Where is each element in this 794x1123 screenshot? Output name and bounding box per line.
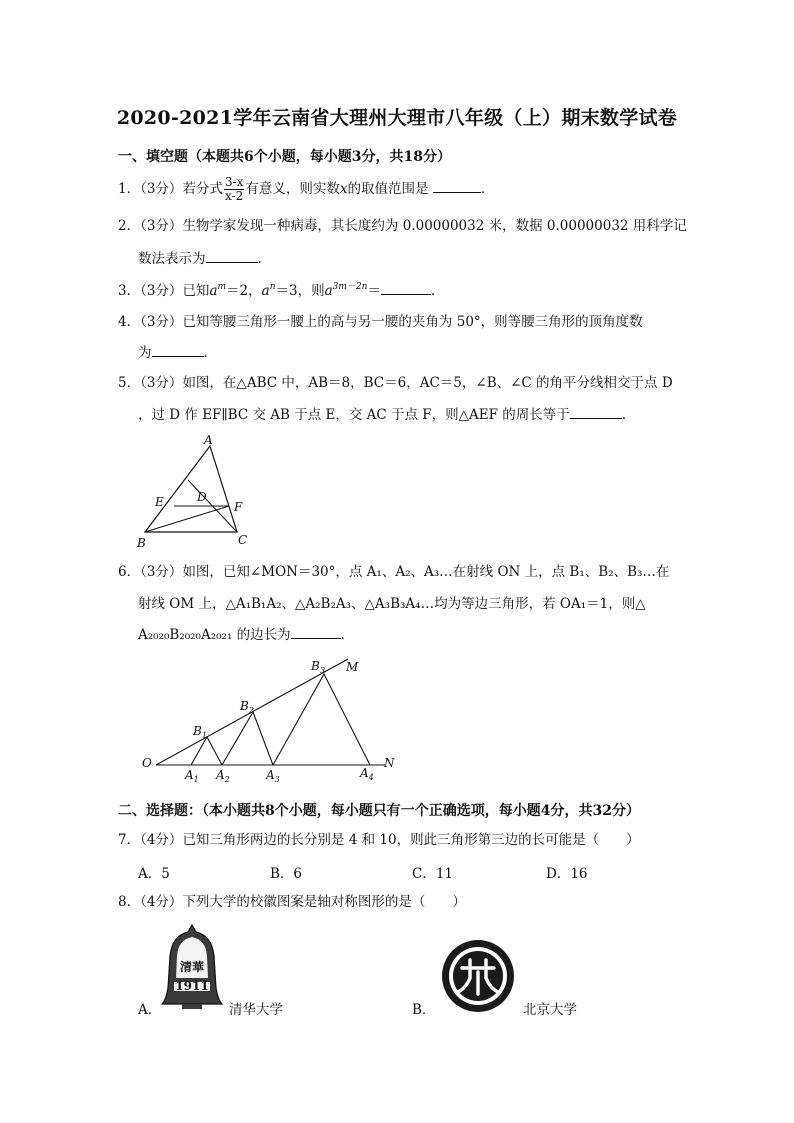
question-2-line-2 <box>138 248 271 269</box>
question-text: 若分式 <box>182 181 223 197</box>
emblem-year: 1911 <box>175 979 209 993</box>
question-6-line-3 <box>138 624 354 645</box>
emblem-calligraphy: 清華 <box>179 960 205 974</box>
label-m: M <box>346 660 359 674</box>
question-number: 4． <box>118 314 141 330</box>
question-number: 5． <box>118 375 141 391</box>
question-number: 7． <box>118 832 141 848</box>
question-score: （3分） <box>140 283 183 299</box>
question-score: （3分） <box>140 564 183 580</box>
question-5-line-2 <box>138 404 635 425</box>
pku-emblem <box>440 938 516 1014</box>
label-n: N <box>384 756 395 770</box>
question-number: 2． <box>118 218 141 234</box>
triangle-a1b1a2 <box>191 737 222 765</box>
fraction-numerator: 3-x <box>224 175 244 189</box>
question-score: （3分） <box>140 375 183 391</box>
question-text: 下列大学的校徽图案是轴对称图形的是（ ） <box>182 894 466 910</box>
question-8 <box>118 892 466 912</box>
section-2-heading: 二、选择题：（本小题共8个小题，每小题只有一个正确选项，每小题4分，共32分） <box>118 803 640 819</box>
variable: a <box>324 283 333 299</box>
question-text: ． <box>340 627 355 643</box>
label-b: B <box>137 536 146 550</box>
fraction <box>224 176 244 203</box>
question-6-line-2 <box>138 594 646 614</box>
answer-blank <box>152 342 204 357</box>
label-a3: $A_3$ <box>266 768 280 784</box>
question-number: 1． <box>118 181 141 197</box>
triangle-abc <box>145 446 237 532</box>
option-b: B．6 <box>270 866 303 882</box>
label-a: A <box>204 433 213 447</box>
question-score: （3分） <box>140 181 183 197</box>
label-d: D <box>197 490 207 504</box>
triangle-a3b3a4 <box>273 674 370 765</box>
answer-blank <box>433 178 481 193</box>
question-6 <box>118 562 669 582</box>
question-text: ． <box>430 283 445 299</box>
option-c: C．11 <box>412 866 454 882</box>
question-2 <box>118 216 687 236</box>
label-a2: $A_2$ <box>216 768 230 784</box>
label-a4: $A_4$ <box>360 766 374 782</box>
answer-blank <box>291 624 341 639</box>
variable: a <box>209 283 218 299</box>
fraction-denominator: x-2 <box>225 189 244 203</box>
question-text: 如图，在△ABC 中，AB＝8，BC＝6，AC＝5，∠B、∠C 的角平分线相交于点 D <box>182 375 673 391</box>
question-text: 已知三角形两边的长分别是 4 和 10，则此三角形第三边的长可能是（ ） <box>182 832 640 848</box>
question-text: 有意义，则实数 <box>245 181 340 197</box>
equilateral-figure-q6 <box>138 655 408 785</box>
exponent: 3m－2n <box>332 282 368 292</box>
option-b-name: 北京大学 <box>523 1002 577 1018</box>
question-score: （3分） <box>140 218 183 234</box>
answer-blank <box>570 404 622 419</box>
label-f: F <box>234 500 243 514</box>
question-text: ． <box>257 251 271 267</box>
question-text: ． <box>621 407 636 423</box>
question-text: 已知等腰三角形一腰上的高与另一腰的夹角为 50°，则等腰三角形的顶角度数 <box>182 314 643 330</box>
answer-blank <box>381 280 431 295</box>
question-text: A₂₀₂₀B₂₀₂₀A₂₀₂₁ 的边长为 <box>138 627 291 643</box>
option-a-label: A． <box>138 1002 162 1018</box>
question-text: ＝2， <box>226 283 262 299</box>
question-4-line-2 <box>138 342 217 363</box>
label-e: E <box>155 495 164 509</box>
option-a: A．5 <box>138 866 170 882</box>
exponent: m <box>217 282 227 292</box>
variable: a <box>261 283 270 299</box>
label-b3: $B_3$ <box>311 659 325 675</box>
variable: x <box>339 181 348 197</box>
page-title: 2020-2021学年云南省大理州大理市八年级（上）期末数学试卷 <box>116 107 678 129</box>
triangle-a2b2a3 <box>222 712 273 765</box>
option-d: D．16 <box>546 866 588 882</box>
question-number: 6． <box>118 564 141 580</box>
label-a1: $A_1$ <box>185 768 199 784</box>
question-1 <box>118 176 494 203</box>
question-score: （4分） <box>140 894 183 910</box>
answer-blank <box>206 248 258 263</box>
bell-base <box>182 1004 202 1009</box>
option-a-name: 清华大学 <box>229 1002 283 1018</box>
question-text: 的取值范围是 <box>347 181 429 197</box>
label-b1: $B_1$ <box>193 724 207 740</box>
option-b-label: B． <box>412 1002 436 1018</box>
question-4 <box>118 312 643 332</box>
question-score: （3分） <box>140 314 183 330</box>
triangle-figure-q5 <box>128 430 268 555</box>
question-7 <box>118 830 640 850</box>
question-number: 3． <box>118 283 141 299</box>
label-o: O <box>142 756 152 770</box>
question-score: （4分） <box>140 832 183 848</box>
section-1-heading: 一、填空题（本题共6个小题，每小题3分，共18分） <box>118 149 451 165</box>
question-text: ＝3，则 <box>275 283 325 299</box>
tsinghua-emblem <box>160 922 224 1012</box>
question-text: ． <box>203 345 217 361</box>
question-text: ，过 D 作 EF∥BC 交 AB 于点 E，交 AC 于点 F，则△AEF 的周长等于 <box>138 407 570 423</box>
question-text: ． <box>480 181 495 197</box>
question-3 <box>118 280 444 301</box>
question-text: ＝ <box>367 283 381 299</box>
question-text: 如图，已知∠MON＝30°，点 A₁、A₂、A₃…在射线 ON 上，点 B₁、B₂、B₃…在 <box>182 564 670 580</box>
question-5 <box>118 373 673 393</box>
question-text: 为 <box>138 345 152 361</box>
question-text: 射线 OM 上，△A₁B₁A₂、△A₂B₂A₃、△A₃B₃A₄…均为等边三角形，若 OA₁＝1，则△ <box>138 596 646 612</box>
question-number: 8． <box>118 894 141 910</box>
question-text: 已知 <box>182 283 210 299</box>
question-text: 数法表示为 <box>138 251 206 267</box>
question-text: 生物学家发现一种病毒，其长度约为 0.00000032 米，数据 0.00000032 用科学记 <box>182 218 687 234</box>
label-b2: $B_2$ <box>240 699 254 715</box>
exponent: n <box>269 282 276 292</box>
label-c: C <box>238 533 248 547</box>
